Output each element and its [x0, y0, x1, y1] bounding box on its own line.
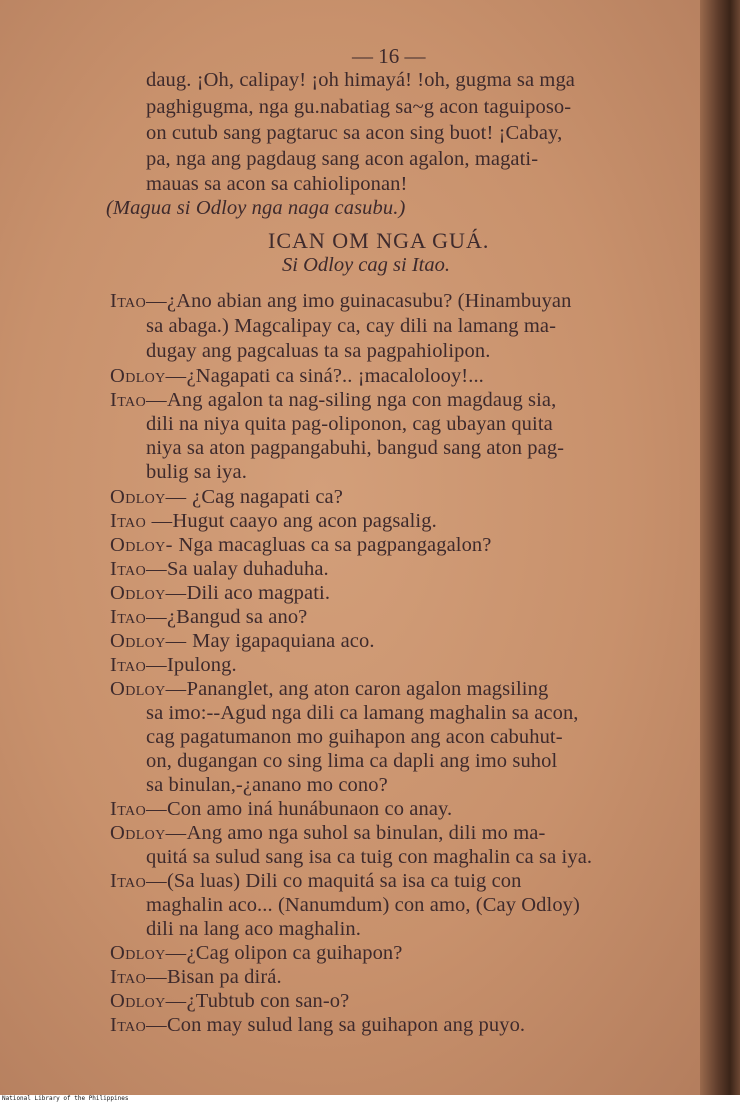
speaker-name: Odloy—: [110, 942, 187, 964]
speaker-name: Itao—: [110, 798, 167, 820]
dialogue-line: Itao—Ang agalon ta nag-siling nga con magdaug sia,: [110, 389, 557, 411]
text-line: on cutub sang pagtaruc sa acon sing buot! ¡Cabay,: [146, 122, 563, 144]
text-line: sa binulan,-¿anano mo cono?: [146, 774, 388, 796]
dialogue-line: Itao —Hugut caayo ang acon pagsalig.: [110, 510, 437, 532]
dialogue-line: Odloy—Ang amo nga suhol sa binulan, dili mo ma-: [110, 822, 546, 844]
dialogue-line: Itao—Ipulong.: [110, 654, 237, 676]
speaker-name: Itao—: [110, 966, 167, 988]
text-line: on, dugangan co sing lima ca dapli ang imo suhol: [146, 750, 558, 772]
dialogue-line: Odloy— ¿Cag nagapati ca?: [110, 486, 343, 508]
dialogue-line: Itao—Con amo iná hunábunaon co anay.: [110, 798, 453, 820]
dialogue-line: Odloy—¿Cag olipon ca guihapon?: [110, 942, 403, 964]
text-line: sa abaga.) Magcalipay ca, cay dili na lamang ma-: [146, 315, 557, 337]
speaker-name: Itao—: [110, 558, 167, 580]
speaker-name: Itao—: [110, 870, 167, 892]
book-spine: [700, 0, 740, 1097]
speaker-name: Odloy—: [110, 678, 187, 700]
speaker-name: Itao—: [110, 606, 167, 628]
speaker-name: Itao—: [110, 290, 167, 312]
page-number: — 16 —: [352, 44, 426, 68]
speaker-name: Odloy—: [110, 582, 187, 604]
speaker-name: Odloy—: [110, 822, 187, 844]
dialogue-line: Odloy—¿Nagapati ca siná?.. ¡macalolooy!...: [110, 365, 484, 387]
dialogue-line: Itao—Sa ualay duhaduha.: [110, 558, 329, 580]
speaker-name: Odloy—: [110, 990, 187, 1012]
speaker-name: Itao—: [110, 654, 167, 676]
text-line: daug. ¡Oh, calipay! ¡oh himayá! !oh, gugma sa mga: [146, 69, 576, 91]
speaker-name: Odloy—: [110, 630, 193, 652]
scene-heading: ICAN OM NGA GUÁ.: [268, 228, 490, 253]
dialogue-line: Itao—Con may sulud lang sa guihapon ang puyo.: [110, 1014, 526, 1036]
text-line: cag pagatumanon mo guihapon ang acon cabuhut-: [146, 726, 563, 748]
speaker-name: Itao—: [110, 1014, 167, 1036]
dialogue-line: Itao—Bisan pa dirá.: [110, 966, 282, 988]
text-line: quitá sa sulud sang isa ca tuig con maghalin ca sa iya.: [146, 846, 593, 868]
text-line: pa, nga ang pagdaug sang acon agalon, magati-: [146, 148, 539, 170]
text-line: dugay ang pagcaluas ta sa pagpahiolipon.: [146, 340, 491, 362]
speaker-name: Odloy—: [110, 486, 193, 508]
text-line: dili na niya quita pag-oliponon, cag ubayan quita: [146, 413, 553, 435]
text-line: paghigugma, nga gu.nabatiag sa~g acon taguiposo-: [146, 96, 572, 118]
dialogue-line: Itao—(Sa luas) Dili co maquitá sa isa ca tuig con: [110, 870, 522, 892]
dialogue-line: Itao—¿Bangud sa ano?: [110, 606, 308, 628]
footer-credit: National Library of the Philippines: [2, 1095, 129, 1102]
speaker-name: Odloy-: [110, 534, 179, 556]
stage-direction: (Magua si Odloy nga naga casubu.): [106, 197, 406, 219]
dialogue-line: Odloy—Dili aco magpati.: [110, 582, 331, 604]
dialogue-line: Odloy- Nga macagluas ca sa pagpangagalon?: [110, 534, 492, 556]
speaker-name: Odloy—: [110, 365, 187, 387]
speaker-name: Itao —: [110, 510, 173, 532]
text-line: dili na lang aco maghalin.: [146, 918, 361, 940]
scene-subheading: Si Odloy cag si Itao.: [282, 254, 450, 276]
dialogue-line: Itao—¿Ano abian ang imo guinacasubu? (Hinambuyan: [110, 290, 572, 312]
text-line: mauas sa acon sa cahioliponan!: [146, 173, 408, 195]
text-line: maghalin aco... (Nanumdum) con amo, (Cay Odloy): [146, 894, 580, 916]
dialogue-line: Odloy—¿Tubtub con san-o?: [110, 990, 350, 1012]
text-line: niya sa aton pagpangabuhi, bangud sang aton pag-: [146, 437, 565, 459]
speaker-name: Itao—: [110, 389, 167, 411]
text-line: bulig sa iya.: [146, 461, 247, 483]
dialogue-line: Odloy— May igapaquiana aco.: [110, 630, 375, 652]
dialogue-line: Odloy—Pananglet, ang aton caron agalon magsiling: [110, 678, 549, 700]
text-line: sa imo:--Agud nga dili ca lamang maghalin sa acon,: [146, 702, 579, 724]
